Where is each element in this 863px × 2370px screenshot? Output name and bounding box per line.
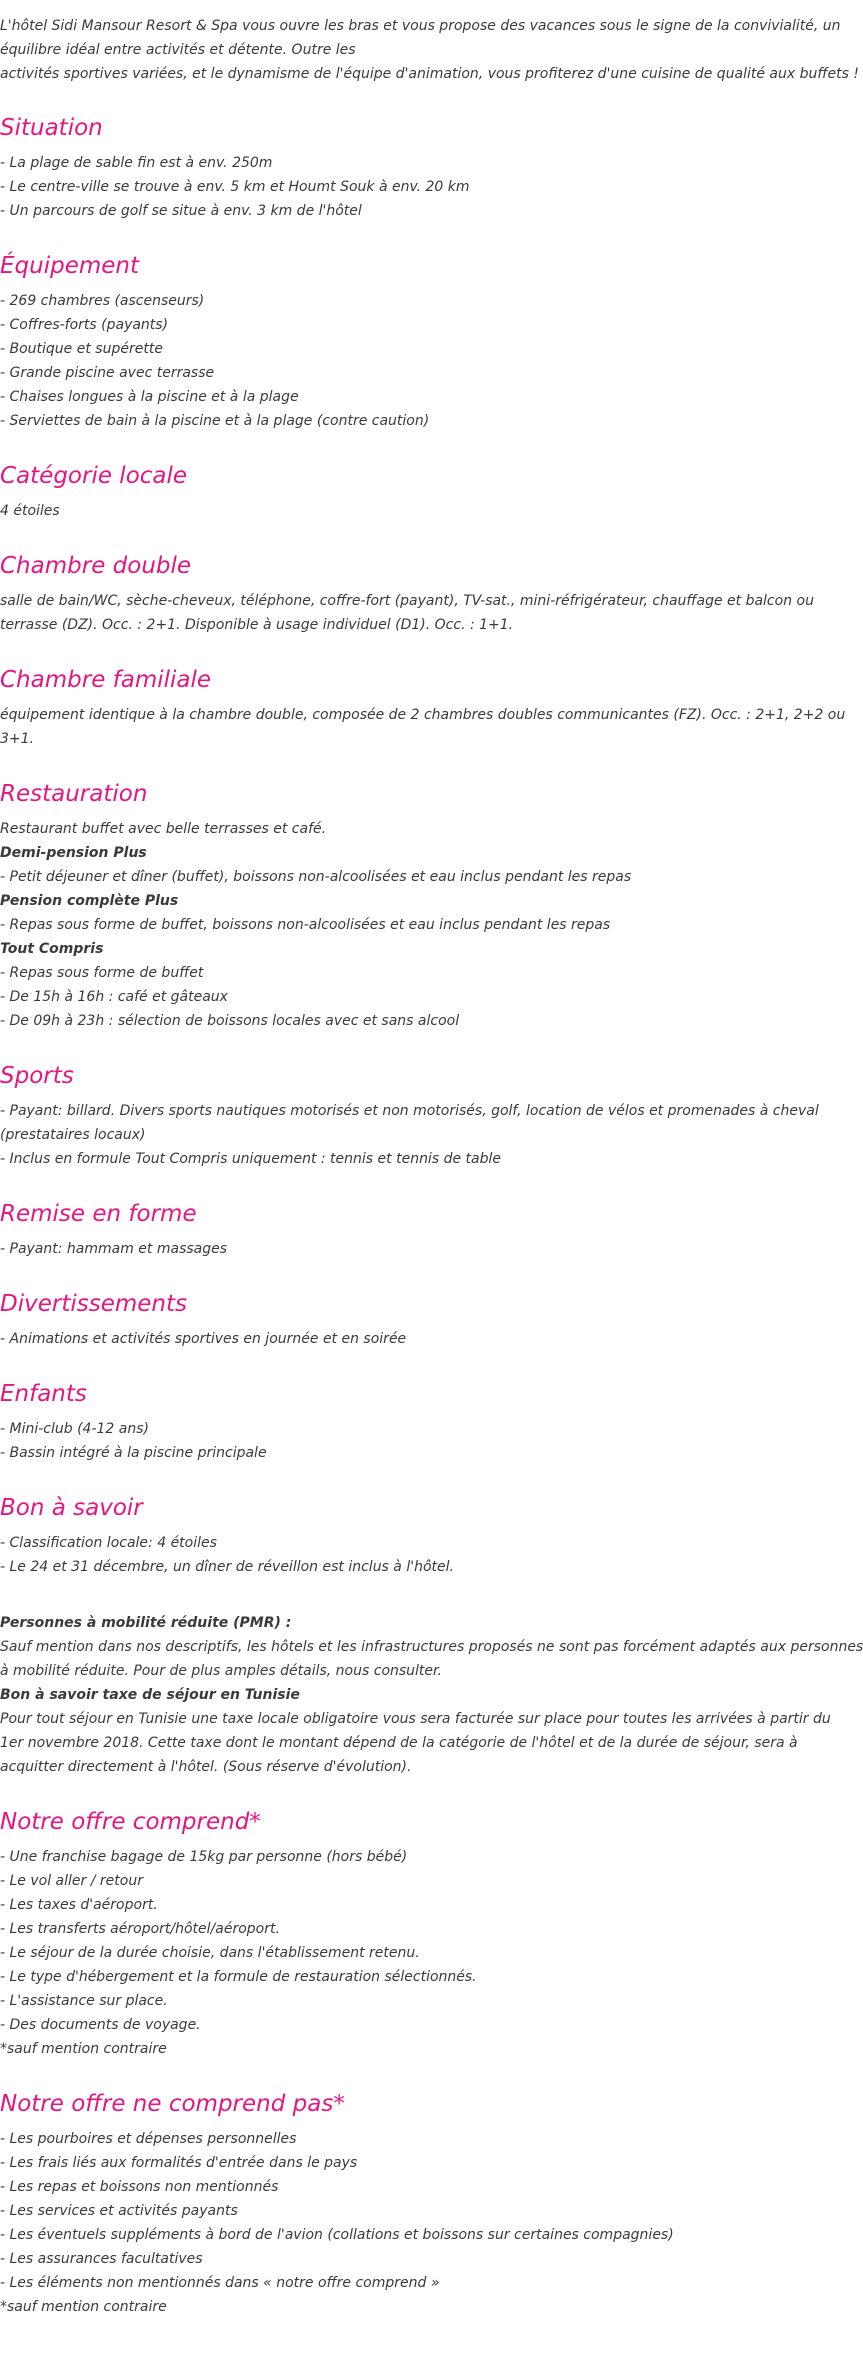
list-item: - Le type d'hébergement et la formule de restauration sélectionnés. <box>0 1969 477 1985</box>
list-item: - De 15h à 16h : café et gâteaux <box>0 989 228 1005</box>
list-item: - Petit déjeuner et dîner (buffet), boissons non-alcoolisées et eau inclus pendant les repas <box>0 869 632 885</box>
list-item: - Les repas et boissons non mentionnés <box>0 2179 279 2195</box>
list-item: - Les assurances facultatives <box>0 2251 203 2267</box>
intro-line: équilibre idéal entre activités et détente. Outre les <box>0 42 356 58</box>
list-item: - Classification locale: 4 étoiles <box>0 1535 217 1551</box>
list-item: - Les taxes d'aéroport. <box>0 1897 158 1913</box>
list-item: - Inclus en formule Tout Compris uniquement : tennis et tennis de table <box>0 1151 501 1167</box>
section-restauration <box>0 779 758 1033</box>
section-remise-en-forme <box>0 1199 758 1261</box>
text-line: à mobilité réduite. Pour de plus amples détails, nous consulter. <box>0 1663 442 1679</box>
list-item: - Le centre-ville se trouve à env. 5 km et Houmt Souk à env. 20 km <box>0 179 470 195</box>
intro-paragraph <box>0 0 859 86</box>
subheading: Pension complète Plus <box>0 893 179 909</box>
section-title: Divertissements <box>0 1291 187 1317</box>
section-divertissements <box>0 1289 758 1351</box>
list-item: - Les pourboires et dépenses personnelles <box>0 2131 297 2147</box>
text-line: 1er novembre 2018. Cette taxe dont le montant dépend de la catégorie de l'hôtel et de la durée de séjour, sera à <box>0 1735 798 1751</box>
list-item: - Bassin intégré à la piscine principale <box>0 1445 267 1461</box>
list-item: - Une franchise bagage de 15kg par personne (hors bébé) <box>0 1849 408 1865</box>
footnote: *sauf mention contraire <box>0 2041 167 2057</box>
section-title: Bon à savoir <box>0 1495 143 1521</box>
list-item: - Payant: billard. Divers sports nautiques motorisés et non motorisés, golf, location de vélos et promenades à cheval <box>0 1103 819 1119</box>
list-item: (prestataires locaux) <box>0 1127 146 1143</box>
section-offre-comprend <box>0 1807 758 2061</box>
list-item: - Le 24 et 31 décembre, un dîner de réveillon est inclus à l'hôtel. <box>0 1559 454 1575</box>
section-title: Restauration <box>0 781 148 807</box>
list-item: - Repas sous forme de buffet <box>0 965 204 981</box>
text-line: salle de bain/WC, sèche-cheveux, téléphone, coffre-fort (payant), TV-sat., mini-réfrigérateur, chauffage et balcon ou <box>0 593 814 609</box>
section-title: Situation <box>0 115 103 141</box>
text-line: Pour tout séjour en Tunisie une taxe locale obligatoire vous sera facturée sur place pour toutes les arrivées à partir du <box>0 1711 831 1727</box>
section-title: Notre offre comprend* <box>0 1809 261 1835</box>
section-title: Notre offre ne comprend pas* <box>0 2091 345 2117</box>
section-sports <box>0 1061 819 1171</box>
list-item: - De 09h à 23h : sélection de boissons locales avec et sans alcool <box>0 1013 460 1029</box>
section-enfants <box>0 1379 758 1465</box>
section-equipement <box>0 251 758 433</box>
subheading: Personnes à mobilité réduite (PMR) : <box>0 1615 292 1631</box>
subheading: Demi-pension Plus <box>0 845 147 861</box>
text-line: Sauf mention dans nos descriptifs, les hôtels et les infrastructures proposés ne sont pas forcément adaptés aux personnes <box>0 1639 863 1655</box>
list-item: - Boutique et supérette <box>0 341 163 357</box>
section-title: Équipement <box>0 253 139 279</box>
section-situation <box>0 113 758 223</box>
list-item: - Les éventuels suppléments à bord de l'avion (collations et boissons sur certaines compagnies) <box>0 2227 674 2243</box>
list-item: - Des documents de voyage. <box>0 2017 201 2033</box>
list-item: - Coffres-forts (payants) <box>0 317 169 333</box>
list-item: - Payant: hammam et massages <box>0 1241 228 1257</box>
list-item: - L'assistance sur place. <box>0 1993 168 2009</box>
list-item: - Serviettes de bain à la piscine et à la plage (contre caution) <box>0 413 430 429</box>
section-bon-a-savoir <box>0 1493 863 1779</box>
section-title: Chambre double <box>0 553 192 579</box>
list-item: - Grande piscine avec terrasse <box>0 365 215 381</box>
section-title: Enfants <box>0 1381 87 1407</box>
list-item: - Mini-club (4-12 ans) <box>0 1421 149 1437</box>
list-item: - Le séjour de la durée choisie, dans l'établissement retenu. <box>0 1945 420 1961</box>
list-item: - 269 chambres (ascenseurs) <box>0 293 205 309</box>
subheading: Bon à savoir taxe de séjour en Tunisie <box>0 1687 300 1703</box>
section-chambre-familiale <box>0 665 846 751</box>
text-line: équipement identique à la chambre double, composée de 2 chambres doubles communicantes (FZ). Occ. : 2+1, 2+2 ou <box>0 707 846 723</box>
list-item: - Un parcours de golf se situe à env. 3 km de l'hôtel <box>0 203 362 219</box>
list-item: - Le vol aller / retour <box>0 1873 143 1889</box>
section-chambre-double <box>0 551 814 637</box>
section-title: Catégorie locale <box>0 463 188 489</box>
intro-line: L'hôtel Sidi Mansour Resort & Spa vous ouvre les bras et vous propose des vacances sous le signe de la convivialité, un <box>0 18 841 34</box>
list-item: - Les éléments non mentionnés dans « notre offre comprend » <box>0 2275 440 2291</box>
intro-line: activités sportives variées, et le dynamisme de l'équipe d'animation, vous profiterez d'une cuisine de qualité aux buffets ! <box>0 66 859 82</box>
section-title: Sports <box>0 1063 74 1089</box>
text-line: acquitter directement à l'hôtel. (Sous réserve d'évolution). <box>0 1759 412 1775</box>
list-item: - Les services et activités payants <box>0 2203 238 2219</box>
text-line: Restaurant buffet avec belle terrasses et café. <box>0 821 327 837</box>
footnote: *sauf mention contraire <box>0 2299 167 2315</box>
section-title: Chambre familiale <box>0 667 212 693</box>
category-value: 4 étoiles <box>0 503 60 519</box>
text-line: 3+1. <box>0 731 34 747</box>
list-item: - Les transferts aéroport/hôtel/aéroport. <box>0 1921 280 1937</box>
section-offre-ne-comprend-pas <box>0 2089 758 2319</box>
list-item: - Les frais liés aux formalités d'entrée dans le pays <box>0 2155 358 2171</box>
section-title: Remise en forme <box>0 1201 197 1227</box>
list-item: - La plage de sable fin est à env. 250m <box>0 155 273 171</box>
list-item: - Repas sous forme de buffet, boissons non-alcoolisées et eau inclus pendant les repas <box>0 917 611 933</box>
section-categorie <box>0 461 758 523</box>
text-line: terrasse (DZ). Occ. : 2+1. Disponible à usage individuel (D1). Occ. : 1+1. <box>0 617 514 633</box>
subheading: Tout Compris <box>0 941 104 957</box>
list-item: - Animations et activités sportives en journée et en soirée <box>0 1331 407 1347</box>
list-item: - Chaises longues à la piscine et à la plage <box>0 389 299 405</box>
